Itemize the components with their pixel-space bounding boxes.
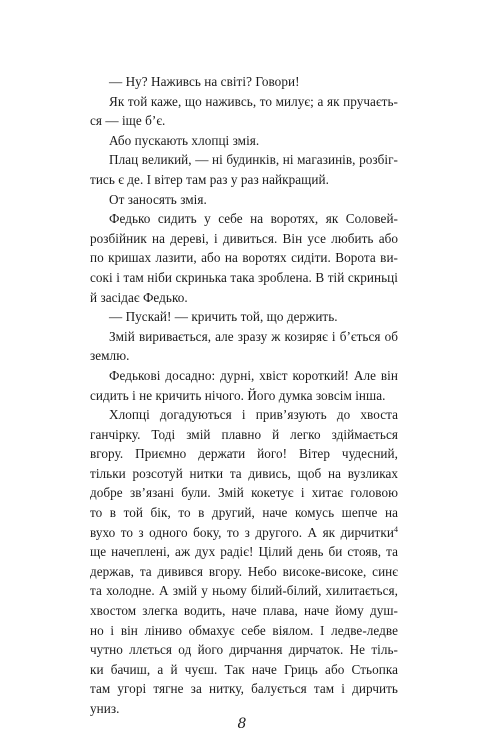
text-line: держав, та дивився вгору. Небо високе-високе, синє (90, 563, 398, 579)
paragraph (90, 327, 398, 366)
text-line: ще начеплені, аж дух радіє! Цілий день би стояв, та (90, 544, 398, 560)
paragraph (90, 131, 398, 151)
text-line: землю. (90, 348, 130, 364)
page-number: 8 (237, 716, 247, 732)
paragraph (90, 72, 398, 92)
text-line: вгору. Приємно держати його! Вітер чудесний, (90, 446, 398, 462)
text-line: по кришах лазити, або на воротях сидіти. Ворота ви- (90, 250, 398, 266)
paragraph (90, 366, 398, 405)
paragraph (90, 405, 398, 719)
text-line: Хлопці догадуються і прив’язують до хвоста (109, 407, 398, 423)
paragraph (90, 150, 398, 189)
text-line: От заносять змія. (109, 191, 207, 207)
paragraph (90, 209, 398, 307)
text-line: ки бачиш, а й чуєш. Так наче Гриць або Стьопка (90, 661, 398, 677)
text-line: добре зв’язані були. Змій кокетує і хитає головою (90, 485, 398, 501)
text-line: й засідає Федько. (90, 289, 188, 305)
footnote-marker[interactable]: 4 (393, 524, 398, 534)
text-line: тільки розсотуй нитки та дивись, щоб на вузликах (90, 465, 398, 481)
text-line: Змій виривається, але зразу ж козиряє і б’ється об (109, 328, 398, 344)
text-line: сидить і не кричить нічого. Його думка зовсім інша. (90, 387, 386, 403)
text-line: Або пускають хлопці змія. (109, 132, 260, 148)
text-line: ся — іще б’є. (90, 113, 166, 129)
page-body-text (90, 72, 398, 719)
text-line: тись є де. І вітер там раз у раз найкращий. (90, 171, 329, 187)
text-line: Федько сидить у себе на воротях, як Соловей- (109, 211, 398, 227)
paragraph (90, 307, 398, 327)
text-line: Федькові досадно: дурні, хвіст короткий! Але він (109, 367, 398, 383)
paragraph (90, 190, 398, 210)
text-line: — Ну? Наживсь на світі? Говори! (109, 74, 300, 89)
text-line: то в той бік, то в другий, наче комусь шепче на (90, 505, 398, 521)
text-line: чутно ллється од його дирчання дирчаток. Не тіль- (90, 642, 398, 658)
text-line: Плац великий, — ні будинків, ні магазинів, розбіг- (109, 152, 398, 168)
text-line: ганчірку. Тоді змій плавно й легко здіймається (90, 426, 398, 442)
text-line: — Пускай! — кричить той, що держить. (109, 309, 338, 325)
text-line: сокі і там ніби скринька така зроблена. В тій скриньці (90, 269, 398, 285)
text-line: розбійник на дереві, і дивиться. Він усе любить або (90, 230, 398, 246)
text-line: но і він ліниво обмахує себе віялом. І ледве-ледве (90, 622, 398, 638)
text-line: та холодне. А змій у ньому білий-білий, хилитається, (90, 583, 398, 599)
text-line: вухо то з одного боку, то з другого. А як дирчитки$^4$ (90, 524, 398, 540)
paragraph (90, 92, 398, 131)
text-line: униз. (90, 701, 120, 716)
text-line: там угорі тягне за нитку, балується там і дирчить (90, 681, 398, 697)
text-line: Як той каже, що наживсь, то милує; а як пручаєть- (109, 93, 398, 109)
text-line: хвостом злегка водить, наче плава, наче йому душ- (90, 603, 398, 619)
